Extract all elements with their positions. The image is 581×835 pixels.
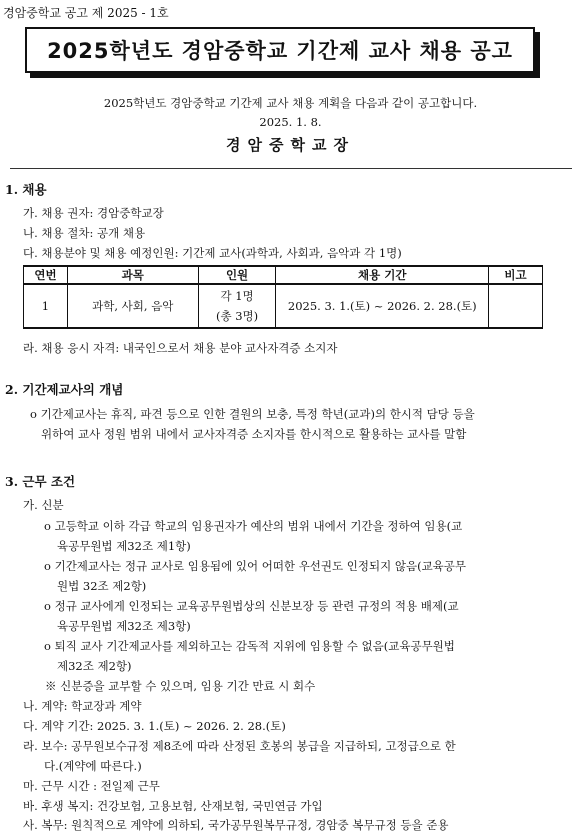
divider: [10, 168, 572, 169]
cell-no: 1: [24, 284, 68, 328]
notice-title: 2025학년도 경암중학교 기간제 교사 채용 공고: [25, 27, 535, 73]
sec1-item-b: 나. 채용 절차: 공개 채용: [23, 226, 146, 240]
col-header-period: 채용 기간: [276, 266, 489, 284]
cell-count-line1: 각 1명: [220, 289, 254, 303]
col-header-note: 비고: [489, 266, 543, 284]
col-header-no: 연번: [24, 266, 68, 284]
table-row: [24, 284, 543, 328]
sec3-bullet-1-line-1: o 고등학교 이하 각급 학교의 임용권자가 예산의 범위 내에서 기간을 정하여 임용(교: [44, 519, 463, 533]
sec3-item-pay-line-1: 라. 보수: 공무원보수규정 제8조에 따라 산정된 호봉의 봉급을 지급하되, 고정급으로 한: [23, 739, 456, 753]
sec1-item-d: 라. 채용 응시 자격: 내국인으로서 채용 분야 교사자격증 소지자: [23, 341, 338, 355]
sec3-bullet-4-line-1: o 퇴직 교사 기간제교사를 제외하고는 감독적 지위에 임용할 수 없음(교육공무원법: [44, 639, 455, 653]
sec3-bullet-2-line-2: 원법 32조 제2항): [57, 579, 147, 593]
sec3-item-a: 가. 신분: [23, 498, 64, 512]
sec2-line-1: o 기간제교사는 휴직, 파견 등으로 인한 결원의 보충, 특정 학년(교과)의 한시적 담당 등을: [30, 407, 475, 421]
sec3-item-pay-line-2: 다.(계약에 따른다.): [44, 759, 142, 773]
sec3-item-period: 다. 계약 기간: 2025. 3. 1.(토) ~ 2026. 2. 28.(토): [23, 719, 286, 733]
sec3-item-contract: 나. 계약: 학교장과 계약: [23, 699, 142, 713]
sec3-bullet-3-line-2: 육공무원법 제32조 제3항): [57, 619, 191, 633]
cell-note: [489, 284, 543, 328]
cell-count-line2: (총 3명): [215, 309, 259, 323]
sec3-item-welfare: 바. 후생 복지: 건강보험, 고용보험, 산재보험, 국민연금 가입: [23, 799, 323, 813]
sec1-item-c: 다. 채용분야 및 채용 예정인원: 기간제 교사(과학과, 사회과, 음악과 각 1명): [23, 246, 402, 260]
sec3-item-hours: 마. 근무 시간 : 전일제 근무: [23, 779, 160, 793]
sec3-bullet-2-line-1: o 기간제교사는 정규 교사로 임용됨에 있어 어떠한 우선권도 인정되지 않음(교육공무: [44, 559, 467, 573]
recruitment-table: [23, 265, 543, 329]
sec3-bullet-4-line-2: 제32조 제2항): [57, 659, 132, 673]
cell-period: 2025. 3. 1.(토) ~ 2026. 2. 28.(토): [276, 284, 489, 328]
section-3-heading: 3. 근무 조건: [5, 474, 76, 489]
intro-text: 2025학년도 경암중학교 기간제 교사 채용 계획을 다음과 같이 공고합니다.: [103, 96, 478, 110]
col-header-subject: 과목: [67, 266, 198, 284]
cell-count: [198, 284, 276, 328]
col-header-count: 인원: [198, 266, 276, 284]
sec1-item-a: 가. 채용 권자: 경암중학교장: [23, 206, 164, 220]
section-2-heading: 2. 기간제교사의 개념: [5, 382, 124, 397]
sec3-bullet-3-line-1: o 정규 교사에게 인정되는 교육공무원법상의 신분보장 등 관련 규정의 적용 배제(교: [44, 599, 459, 613]
table-header-row: [24, 266, 543, 284]
section-1-heading: 1. 채용: [5, 182, 47, 197]
notice-date: 2025. 1. 8.: [259, 115, 322, 129]
principal-name: 경암중학교장: [226, 136, 355, 154]
document-number: 경암중학교 공고 제 2025 - 1호: [3, 6, 169, 20]
cell-subject: 과학, 사회, 음악: [67, 284, 198, 328]
sec3-note-star: ※ 신분증을 교부할 수 있으며, 임용 기간 만료 시 회수: [45, 679, 316, 693]
sec3-bullet-1-line-2: 육공무원법 제32조 제1항): [57, 539, 191, 553]
sec3-item-duty: 사. 복무: 원칙적으로 계약에 의하되, 국가공무원복무규정, 경암중 복무규정 등을 준용: [23, 818, 449, 832]
sec2-line-2: 위하여 교사 정원 범위 내에서 교사자격증 소지자를 한시적으로 활용하는 교사를 말함: [41, 427, 467, 441]
